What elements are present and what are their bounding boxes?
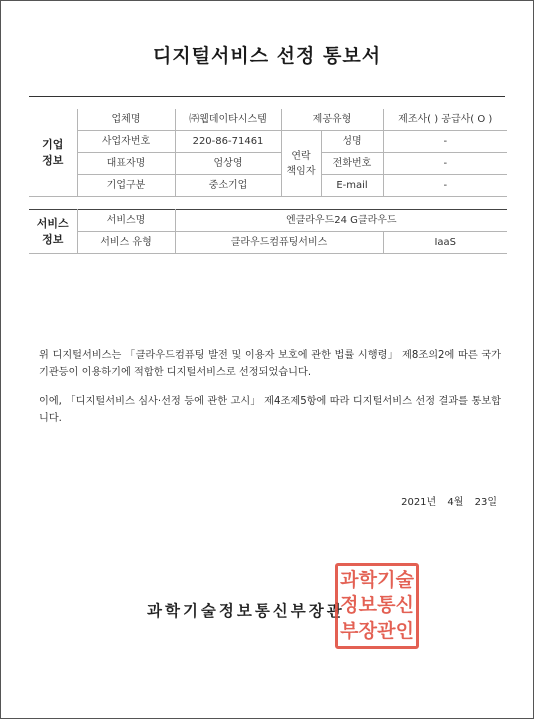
- date-day: 23일: [474, 497, 497, 508]
- seal-char: 부: [340, 619, 359, 642]
- ceo-value: 엄상영: [175, 153, 281, 175]
- contact-name-value: -: [383, 131, 507, 153]
- email-value: -: [383, 175, 507, 197]
- table-row: [29, 175, 507, 197]
- company-type-value: 중소기업: [175, 175, 281, 197]
- bizno-value: 220-86-71461: [175, 131, 281, 153]
- bizno-label: 사업자번호: [77, 131, 175, 153]
- service-section-label: 서비스 정보: [29, 210, 77, 254]
- table-gap: [29, 197, 507, 210]
- service-kind-label: 서비스 유형: [77, 232, 175, 254]
- table-row: [29, 153, 507, 175]
- body-paragraph-1: 위 디지털서비스는 「클라우드컴퓨팅 발전 및 이용자 보호에 관한 법률 시행령」 제8조의2에 따른 국가기관등이 이용하기에 적합한 디지털서비스로 선정되었습니다.: [39, 350, 501, 378]
- date-year: 2021년: [401, 497, 437, 508]
- contact-label: 연락 책임자: [281, 131, 321, 197]
- seal-char: 신: [395, 594, 414, 617]
- service-name-label: 서비스명: [77, 210, 175, 232]
- supply-type-value: 제조사( ) 공급사( O ): [383, 109, 507, 131]
- date-month: 4월: [447, 497, 464, 508]
- seal-char: 보: [358, 594, 377, 617]
- phone-label: 전화번호: [321, 153, 383, 175]
- seal-char: 장: [358, 619, 377, 642]
- seal-char: 과: [340, 569, 359, 592]
- service-name-value: 엔클라우드24 G클라우드: [175, 210, 507, 232]
- company-name-value: ㈜웹데이타시스템: [175, 109, 281, 131]
- company-type-label: 기업구분: [77, 175, 175, 197]
- table-row: [29, 232, 507, 254]
- issuer-name: 과학기술정보통신부장관: [147, 602, 345, 620]
- seal-char: 학: [358, 569, 377, 592]
- issue-date: [393, 493, 497, 508]
- seal-char: 기: [377, 569, 396, 592]
- service-kind-value: 클라우드컴퓨팅서비스: [175, 232, 383, 254]
- seal-char: 관: [377, 619, 396, 642]
- document-title: 디지털서비스 선정 통보서: [152, 45, 382, 67]
- seal-char: 통: [377, 594, 396, 617]
- ceo-label: 대표자명: [77, 153, 175, 175]
- official-seal-stamp: [335, 563, 419, 649]
- company-section-label: 기업 정보: [29, 109, 77, 197]
- phone-value: -: [383, 153, 507, 175]
- title-divider: [29, 96, 505, 97]
- body-paragraph-2: 이에, 「디지털서비스 심사·선정 등에 관한 고시」 제4조제5항에 따라 디지털서비스 선정 결과를 통보합니다.: [39, 396, 501, 424]
- table-row: [29, 131, 507, 153]
- seal-char: 정: [340, 594, 359, 617]
- table-row: [29, 109, 507, 131]
- email-label: E-mail: [321, 175, 383, 197]
- seal-char: 인: [395, 619, 414, 642]
- service-kind-detail: IaaS: [383, 232, 507, 254]
- supply-type-label: 제공유형: [281, 109, 383, 131]
- table-row: [29, 210, 507, 232]
- seal-char: 술: [395, 569, 414, 592]
- info-table: [29, 109, 507, 254]
- contact-name-label: 성명: [321, 131, 383, 153]
- company-name-label: 업체명: [77, 109, 175, 131]
